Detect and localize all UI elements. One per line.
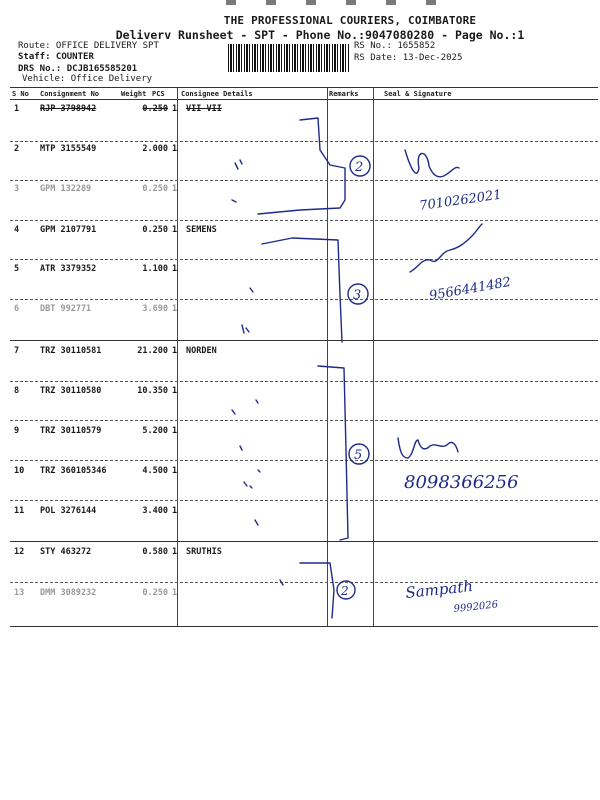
row-weight: 0.250 — [142, 225, 168, 235]
row-separator — [10, 340, 598, 341]
row-consignment: TRZ 30110580 — [40, 386, 102, 396]
header-bottom-rule — [10, 99, 598, 100]
row-sno: 6 — [14, 304, 20, 314]
top-edge-marks — [226, 0, 466, 5]
row-sno: 12 — [14, 547, 25, 557]
row-consignment: GPM 2107791 — [40, 225, 97, 235]
signature-number: 9992026 — [453, 599, 499, 615]
company-title: THE PROFESSIONAL COURIERS, COIMBATORE — [223, 14, 477, 27]
row-weight: 0.250 — [142, 588, 168, 598]
row-consignment: STY 463272 — [40, 547, 92, 557]
row-consignee: SEMENS — [186, 225, 217, 235]
row-consignment: ATR 3379352 — [40, 264, 97, 274]
row-consignment: GPM 132289 — [40, 184, 92, 194]
row-weight: 5.200 — [142, 426, 168, 436]
table-row — [10, 264, 598, 304]
col-sno: S No — [12, 90, 29, 98]
signature-phone: 9566441482 — [428, 274, 513, 304]
row-weight: 21.200 — [137, 346, 168, 356]
row-consignment: DMM 3089232 — [40, 588, 97, 598]
row-consignment: TRZ 30110581 — [40, 346, 102, 356]
row-consignment: DBT 992771 — [40, 304, 92, 314]
row-pcs: 1 — [172, 588, 178, 598]
signature-phone: 8098366256 — [404, 472, 519, 493]
row-sno: 8 — [14, 386, 20, 396]
row-weight: 2.000 — [142, 144, 168, 154]
row-consignment: POL 3276144 — [40, 506, 97, 516]
count-mark: 2 — [355, 160, 364, 175]
table-row — [10, 144, 598, 184]
row-separator — [10, 299, 598, 300]
row-consignee: SRUTHIS — [186, 547, 222, 557]
row-separator — [10, 259, 598, 260]
vehicle-label: Vehicle: Office Delivery — [22, 74, 153, 84]
col-weight: Weight — [121, 90, 147, 98]
table-row — [10, 104, 598, 144]
route-label: Route: OFFICE DELIVERY SPT — [18, 41, 159, 51]
row-sno: 3 — [14, 184, 20, 194]
row-separator — [10, 141, 598, 142]
row-consignment: TRZ 30110579 — [40, 426, 102, 436]
rs-number: RS No.: 1655852 — [354, 41, 436, 51]
table-row — [10, 547, 598, 587]
row-separator — [10, 582, 598, 583]
staff-label: Staff: COUNTER — [18, 52, 94, 62]
row-separator — [10, 381, 598, 382]
row-separator — [10, 541, 598, 542]
row-weight: 0.250 — [142, 184, 168, 194]
row-pcs: 1 — [172, 426, 178, 436]
row-sno: 11 — [14, 506, 25, 516]
barcode — [228, 44, 350, 72]
row-pcs: 1 — [172, 144, 178, 154]
header-top-rule — [10, 87, 598, 88]
rs-date: RS Date: 13-Dec-2025 — [354, 53, 463, 63]
row-sno: 1 — [14, 104, 20, 114]
row-weight: 3.400 — [142, 506, 168, 516]
runsheet-subtitle: Deliverv Runsheet - SPT - Phone No.:9047080280 - Page No.:1 — [115, 28, 525, 42]
row-weight: 3.690 — [142, 304, 168, 314]
count-mark: 5 — [354, 448, 363, 463]
col-seal-signature: Seal & Signature — [384, 90, 452, 98]
row-consignee: VII VII — [186, 104, 222, 114]
row-pcs: 1 — [172, 547, 178, 557]
row-consignee: NORDEN — [186, 346, 217, 356]
row-sno: 9 — [14, 426, 20, 436]
row-pcs: 1 — [172, 506, 178, 516]
row-consignment: TRZ 360105346 — [40, 466, 107, 476]
row-pcs: 1 — [172, 466, 178, 476]
row-consignment: RJP 3798942 — [40, 104, 97, 114]
row-sno: 4 — [14, 225, 20, 235]
row-pcs: 1 — [172, 225, 178, 235]
row-pcs: 1 — [172, 304, 178, 314]
row-weight: 10.350 — [137, 386, 168, 396]
row-pcs: 1 — [172, 386, 178, 396]
row-pcs: 1 — [172, 184, 178, 194]
row-pcs: 1 — [172, 104, 178, 114]
row-weight: 0.250 — [142, 104, 168, 114]
col-consignee: Consignee Details — [181, 90, 253, 98]
signature-phone: 7010262021 — [418, 187, 503, 214]
signature-name: Sampath — [404, 577, 474, 602]
table-row — [10, 588, 598, 628]
row-separator — [10, 180, 598, 181]
count-mark: 3 — [353, 288, 362, 303]
row-pcs: 1 — [172, 264, 178, 274]
row-consignment: MTP 3155549 — [40, 144, 97, 154]
row-sno: 2 — [14, 144, 20, 154]
table-row — [10, 184, 598, 224]
row-separator — [10, 460, 598, 461]
col-consignment: Consignment No — [40, 90, 100, 98]
row-sno: 7 — [14, 346, 20, 356]
row-weight: 0.580 — [142, 547, 168, 557]
row-weight: 4.500 — [142, 466, 168, 476]
col-pcs: PCS — [152, 90, 165, 98]
table-bottom-rule — [10, 626, 598, 627]
row-weight: 1.100 — [142, 264, 168, 274]
row-sno: 5 — [14, 264, 20, 274]
drs-number: DRS No.: DCJB165585201 — [18, 64, 138, 74]
table-row — [10, 346, 598, 386]
row-pcs: 1 — [172, 346, 178, 356]
row-sno: 10 — [14, 466, 25, 476]
row-separator — [10, 420, 598, 421]
table-row — [10, 506, 598, 546]
row-separator — [10, 220, 598, 221]
table-row — [10, 304, 598, 344]
row-separator — [10, 500, 598, 501]
col-remarks: Remarks — [329, 90, 359, 98]
row-sno: 13 — [14, 588, 25, 598]
count-mark: 2 — [341, 584, 349, 598]
